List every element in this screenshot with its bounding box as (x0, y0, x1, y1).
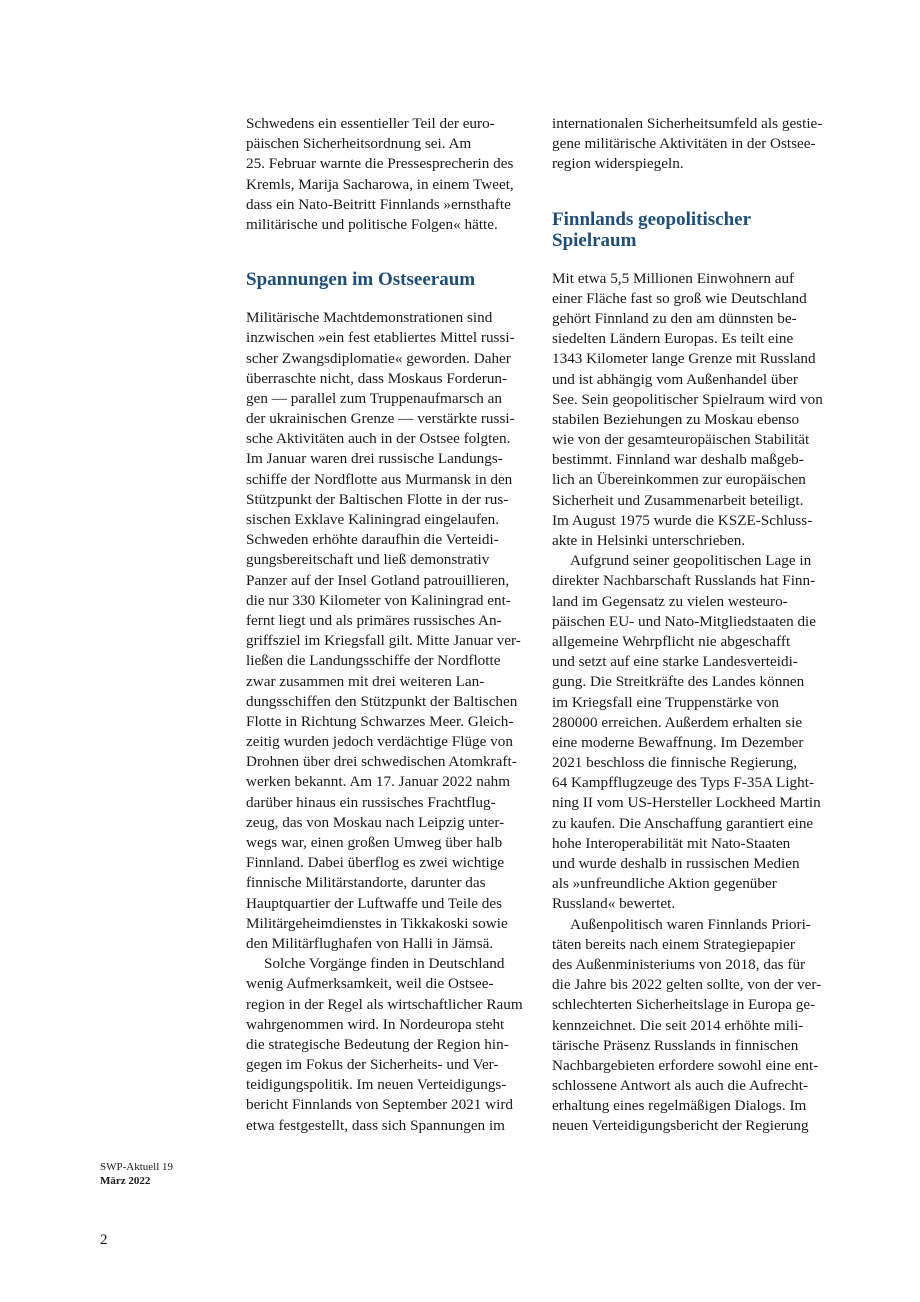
text-line: Stützpunkt der Baltischen Flotte in der rus- (246, 490, 509, 508)
text-line: ning II vom US-Hersteller Lockheed Martin (552, 794, 821, 812)
footer (100, 1160, 173, 1188)
text-line: wegs war, einen großen Umweg über halb (246, 834, 503, 851)
right-paragraph-2 (552, 269, 842, 552)
text-line: Militärgeheimdienstes in Tikkakoski sowie (246, 914, 508, 932)
text-line: zeitig wurden jedoch verdächtige Flüge von (246, 733, 513, 751)
text-line: kennzeichnet. Die seit 2014 erhöhte mili- (552, 1016, 804, 1034)
text-line: land im Gegensatz zu vielen westeuro- (552, 592, 788, 610)
text-line: einer Fläche fast so groß wie Deutschland (552, 289, 807, 307)
text-line: Panzer auf der Insel Gotland patrouillieren, (246, 571, 510, 589)
text-line: gegen im Fokus der Sicherheits- und Ver- (246, 1056, 499, 1074)
text-line: wie von der gesamteuropäischen Stabilität (552, 431, 810, 449)
text-line: gen — parallel zum Truppenaufmarsch an (246, 389, 503, 407)
right-paragraph-4 (552, 915, 842, 1137)
text-line: schiffe der Nordflotte aus Murmansk in den (246, 470, 513, 488)
text-line: täten bereits nach einem Strategiepapier (552, 935, 795, 953)
right-paragraph-3 (552, 551, 842, 914)
text-line: Spielraum (552, 229, 637, 251)
text-line: den Militärflughafen von Halli in Jämsä. (246, 934, 494, 952)
text-line: gene militärische Aktivitäten in der Ostsee- (552, 135, 816, 153)
right-column (552, 114, 842, 1137)
text-line: Nachbargebieten erfordere sowohl eine ent- (552, 1056, 819, 1074)
text-line: sche Aktivitäten auch in der Ostsee folgten. (246, 430, 511, 448)
text-line: allgemeine Wehrpflicht nie abgeschafft (552, 632, 791, 650)
text-line: See. Sein geopolitischer Spielraum wird von (552, 390, 823, 408)
text-line: Mit etwa 5,5 Millionen Einwohnern auf (552, 269, 795, 287)
text-line: die nur 330 Kilometer von Kaliningrad ent- (246, 591, 511, 609)
text-line: 2021 beschloss die finnische Regierung, (552, 754, 798, 772)
left-paragraph-1 (246, 114, 536, 235)
text-line: wenig Aufmerksamkeit, weil die Ostsee- (246, 975, 494, 993)
text-line: Aufgrund seiner geopolitischen Lage in (570, 552, 812, 570)
footer-date: März 2022 (100, 1175, 151, 1187)
text-line: dass ein Nato-Beitritt Finnlands »ernsthafte (246, 195, 511, 213)
text-line: Außenpolitisch waren Finnlands Priori- (570, 915, 811, 933)
text-line: internationalen Sicherheitsumfeld als gestie- (552, 115, 823, 132)
section-heading-spannungen (246, 269, 536, 290)
left-paragraph-2 (246, 308, 536, 954)
text-line: schlechterten Sicherheitslage in Europa ge- (552, 996, 816, 1014)
text-line: Im August 1975 wurde die KSZE-Schluss- (552, 511, 813, 529)
text-line: tärische Präsenz Russlands in finnischen (552, 1036, 799, 1054)
text-line: und wurde deshalb in russischen Medien (552, 855, 800, 872)
text-line: gehört Finnland zu den am dünnsten be- (552, 309, 797, 327)
text-line: finnische Militärstandorte, darunter das (246, 874, 486, 892)
text-line: im Kriegsfall eine Truppenstärke von (552, 693, 779, 711)
text-line: und setzt auf eine starke Landesverteidi- (552, 653, 798, 671)
text-line: region widerspiegeln. (552, 155, 684, 173)
text-line: Militärische Machtdemonstrationen sind (246, 309, 493, 327)
text-line: zeug, das von Moskau nach Leipzig unter- (246, 813, 505, 831)
text-line: die strategische Bedeutung der Region hin- (246, 1035, 509, 1053)
left-column (246, 114, 536, 1136)
text-line: gung. Die Streitkräfte des Landes können (552, 673, 805, 691)
text-line: 280000 erreichen. Außerdem erhalten sie (552, 713, 803, 731)
left-paragraph-3 (246, 954, 536, 1136)
text-line: Schwedens ein essentieller Teil der euro- (246, 115, 495, 132)
text-line: siedelten Ländern Europas. Es teilt eine (552, 330, 794, 348)
text-line: 64 Kampfflugzeuge des Typs F-35A Light- (552, 774, 815, 792)
text-line: Finnland. Dabei überflog es zwei wichtige (246, 854, 505, 872)
text-line: und ist abhängig vom Außenhandel über (552, 370, 798, 388)
text-line: stabilen Beziehungen zu Moskau ebenso (552, 410, 800, 428)
text-line: teidigungspolitik. Im neuen Verteidigungs- (246, 1076, 507, 1094)
text-line: neuen Verteidigungsbericht der Regierung (552, 1117, 809, 1135)
text-line: 25. Februar warnte die Pressesprecherin des (246, 155, 514, 173)
text-line: Solche Vorgänge finden in Deutschland (264, 955, 505, 973)
text-line: die Jahre bis 2022 gelten sollte, von der ver- (552, 976, 822, 994)
page-number: 2 (100, 1232, 108, 1248)
text-line: militärische und politische Folgen« hätte. (246, 215, 498, 233)
text-line: etwa festgestellt, dass sich Spannungen im (246, 1116, 505, 1134)
text-line: erhaltung eines regelmäßigen Dialogs. Im (552, 1097, 807, 1115)
text-line: ließen die Landungsschiffe der Nordflotte (246, 652, 501, 670)
text-line: dungsschiffen den Stützpunkt der Baltischen (246, 692, 518, 710)
text-line: 1343 Kilometer lange Grenze mit Russland (552, 350, 816, 368)
text-line: eine moderne Bewaffnung. Im Dezember (552, 733, 804, 751)
text-line: des Außenministeriums von 2018, das für (552, 955, 806, 973)
text-line: gungsbereitschaft und ließ demonstrativ (246, 551, 490, 569)
text-line: Spannungen im Ostseeraum (246, 269, 476, 291)
text-line: Russland« bewertet. (552, 895, 676, 913)
text-line: sischen Exklave Kaliningrad eingelaufen. (246, 511, 500, 528)
text-line: Drohnen über drei schwedischen Atomkraft- (246, 753, 517, 771)
text-line: päischen Sicherheitsordnung sei. Am (246, 135, 472, 153)
text-line: wahrgenommen wird. In Nordeuropa steht (246, 1015, 505, 1033)
text-line: darüber hinaus ein russisches Frachtflug- (246, 793, 496, 811)
right-paragraph-1 (552, 114, 842, 175)
text-line: griffsziel im Kriegsfall gilt. Mitte Januar ver- (246, 632, 521, 650)
text-line: überraschte nicht, dass Moskaus Forderun- (246, 369, 508, 387)
text-line: scher Zwangsdiplomatie« geworden. Daher (246, 349, 511, 367)
text-line: päischen EU- und Nato-Mitgliedstaaten die (552, 612, 817, 630)
text-line: inzwischen »ein fest etabliertes Mittel russi- (246, 329, 515, 347)
text-line: der ukrainischen Grenze — verstärkte russi- (246, 410, 515, 428)
text-line: Hauptquartier der Luftwaffe und Teile des (246, 894, 503, 912)
text-line: zwar zusammen mit drei weiteren Lan- (246, 672, 485, 690)
text-line: akte in Helsinki unterschrieben. (552, 532, 746, 549)
text-line: Kremls, Marija Sacharowa, in einem Tweet, (246, 175, 514, 193)
text-line: als »unfreundliche Aktion gegenüber (552, 875, 777, 893)
text-line: hohe Interoperabilität mit Nato-Staaten (552, 834, 791, 852)
text-line: bericht Finnlands von September 2021 wird (246, 1096, 514, 1114)
text-line: direkter Nachbarschaft Russlands hat Finn- (552, 572, 816, 590)
text-line: bestimmt. Finnland war deshalb maßgeb- (552, 451, 804, 469)
text-line: fernt liegt und als primäres russisches An- (246, 611, 502, 629)
footer-publication: SWP-Aktuell 19 (100, 1161, 174, 1173)
text-line: Schweden erhöhte daraufhin die Verteidi- (246, 531, 499, 549)
text-line: Sicherheit und Zusammenarbeit beteiligt. (552, 491, 804, 509)
text-line: Im Januar waren drei russische Landungs- (246, 450, 503, 468)
text-line: lich an Übereinkommen zur europäischen (552, 471, 806, 489)
text-line: zu kaufen. Die Anschaffung garantiert eine (552, 814, 814, 832)
text-line: schlossene Antwort als auch die Aufrecht- (552, 1077, 809, 1095)
section-heading-finnlands (552, 209, 842, 251)
text-line: Finnlands geopolitischer (552, 208, 751, 230)
text-line: region in der Regel als wirtschaftlicher Raum (246, 995, 523, 1013)
text-line: Flotte in Richtung Schwarzes Meer. Gleich- (246, 712, 514, 730)
text-line: werken bekannt. Am 17. Januar 2022 nahm (246, 773, 511, 791)
